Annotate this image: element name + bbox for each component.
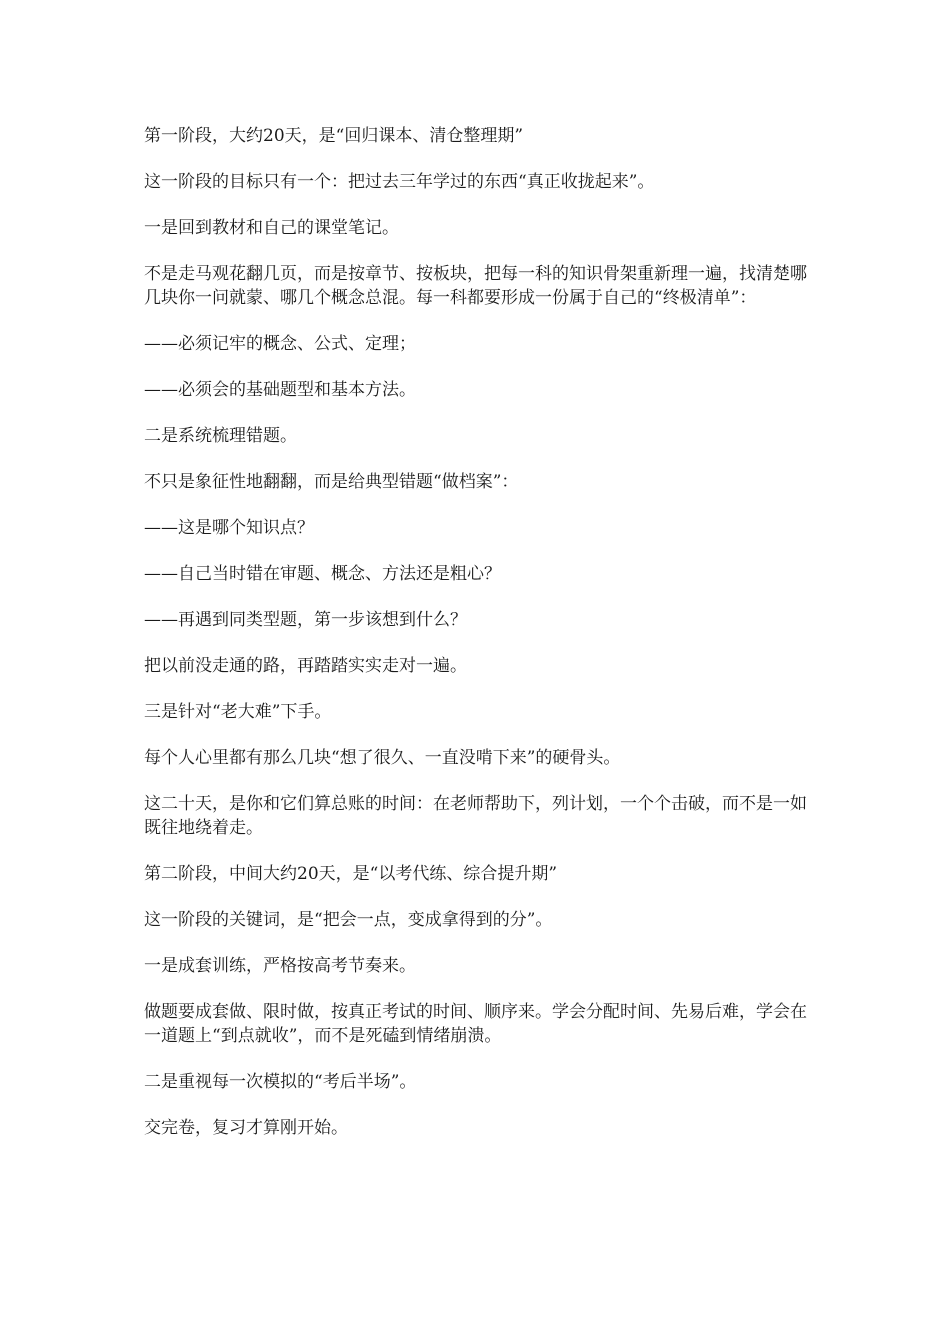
paragraph-point-one: 一是回到教材和自己的课堂笔记。 [144, 218, 399, 238]
document-body [144, 124, 809, 1162]
list-item-error-cause: ——自己当时错在审题、概念、方法还是粗心？ [144, 564, 501, 584]
paragraph-point-two-detail: 不只是象征性地翻翻，而是给典型错题“做档案”： [144, 472, 519, 492]
list-item-concepts: ——必须记牢的概念、公式、定理； [144, 334, 416, 354]
paragraph-stage-one-goal: 这一阶段的目标只有一个：把过去三年学过的东西“真正收拢起来”。 [144, 172, 655, 192]
paragraph-hard-bones: 每个人心里都有那么几块“想了很久、一直没啃下来”的硬骨头。 [144, 748, 621, 768]
paragraph-stage-two-point-one: 一是成套训练，严格按高考节奏来。 [144, 956, 416, 976]
paragraph-stage-two-heading: 第二阶段，中间大约20天，是“以考代练、综合提升期” [144, 864, 558, 884]
paragraph-stage-two-point-two: 二是重视每一次模拟的“考后半场”。 [144, 1072, 417, 1092]
list-item-methods: ——必须会的基础题型和基本方法。 [144, 380, 416, 400]
list-item-first-step: ——再遇到同类型题，第一步该想到什么？ [144, 610, 467, 630]
paragraph-stage-two-point-one-detail: 做题要成套做、限时做，按真正考试的时间、顺序来。学会分配时间、先易后难，学会在一道题上“到点就收”，而不是死磕到情绪崩溃。 [144, 1002, 807, 1046]
paragraph-point-one-detail: 不是走马观花翻几页，而是按章节、按板块，把每一科的知识骨架重新理一遍，找清楚哪几块你一问就蒙、哪几个概念总混。每一科都要形成一份属于自己的“终极清单”： [144, 264, 807, 308]
list-item-knowledge-point: ——这是哪个知识点？ [144, 518, 314, 538]
paragraph-review-begins: 交完卷，复习才算刚开始。 [144, 1118, 348, 1138]
paragraph-twenty-days: 这二十天，是你和它们算总账的时间：在老师帮助下，列计划，一个个击破，而不是一如既往地绕着走。 [144, 794, 807, 838]
paragraph-point-two: 二是系统梳理错题。 [144, 426, 297, 446]
paragraph-stage-two-keyword: 这一阶段的关键词，是“把会一点，变成拿得到的分”。 [144, 910, 553, 930]
paragraph-stage-one-heading: 第一阶段，大约20天，是“回归课本、清仓整理期” [144, 126, 524, 146]
paragraph-point-three: 三是针对“老大难”下手。 [144, 702, 332, 722]
paragraph-redo-path: 把以前没走通的路，再踏踏实实走对一遍。 [144, 656, 467, 676]
